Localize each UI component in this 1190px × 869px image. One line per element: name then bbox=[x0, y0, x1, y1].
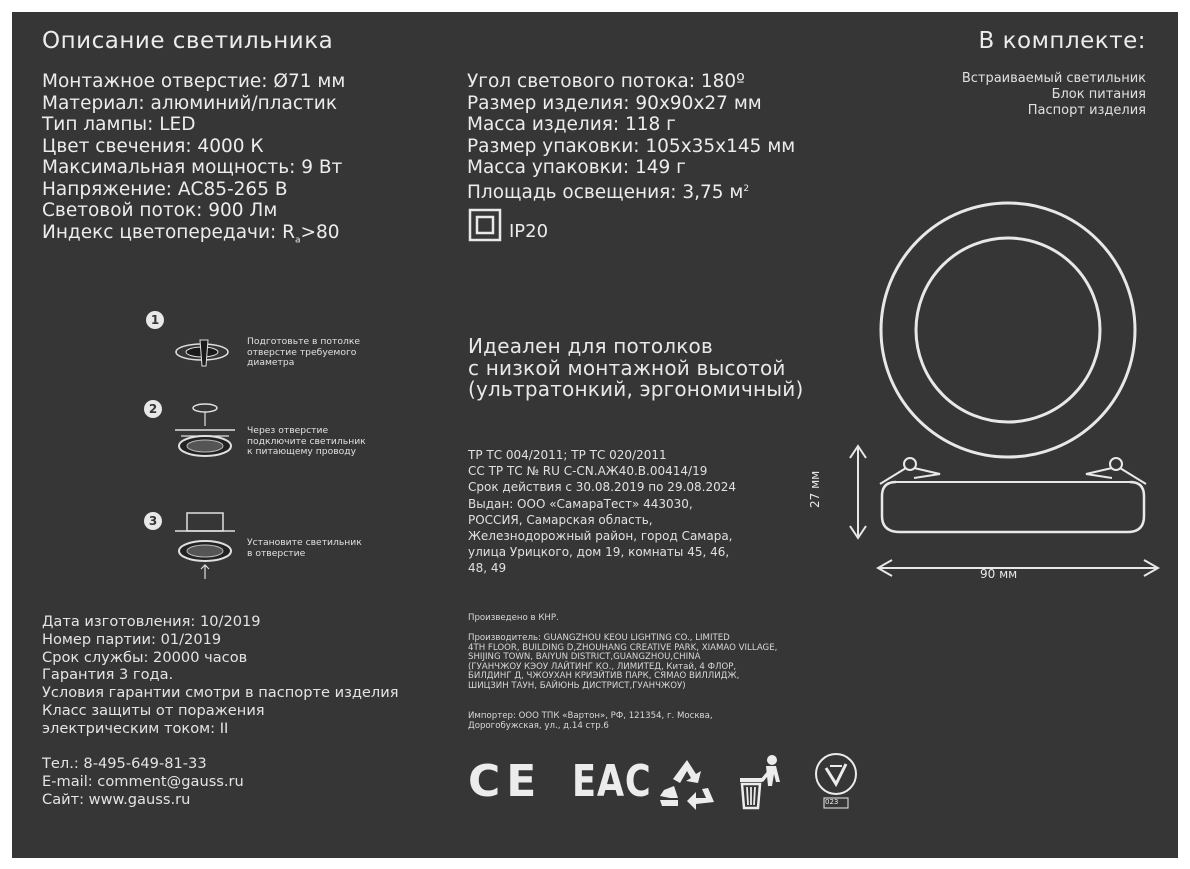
kit-item: Паспорт изделия bbox=[1027, 103, 1146, 118]
spec-line: Напряжение: АС85-265 В bbox=[42, 178, 288, 200]
eac-mark: EAC bbox=[572, 756, 652, 807]
ip-rating: IP20 bbox=[509, 221, 549, 242]
contacts bbox=[42, 755, 244, 808]
product-top-view bbox=[878, 200, 1138, 464]
width-dimension-label: 90 мм bbox=[980, 567, 1018, 581]
step-number: 2 bbox=[144, 400, 162, 418]
cri-line: Индекс цветопередачи: $R_a>80$ bbox=[42, 221, 340, 246]
ideal-for-text: Идеален для потолков с низкой монтажной высотой (ультратонкий, эргономичный) bbox=[468, 334, 804, 401]
recycle-icon bbox=[656, 756, 718, 816]
kit-list bbox=[962, 71, 1146, 119]
kit-title: В комплекте: bbox=[978, 28, 1146, 54]
step2-illustration bbox=[167, 400, 242, 474]
spec-line: Максимальная мощность: 9 Вт bbox=[42, 157, 343, 178]
weee-bin-icon bbox=[736, 752, 788, 816]
ce-mark: CE bbox=[468, 756, 543, 807]
production-info: Дата изготовления: 10/2019 Номер партии: 01/2019 Срок службы: 20000 часов Гарантия 3 года. Условия гарантии смотри в паспорте изделия Класс защиты от поражения электрическим током: II bbox=[42, 613, 399, 737]
package-panel bbox=[12, 12, 1178, 858]
email: E-mail: comment@gauss.ru bbox=[42, 772, 244, 790]
spec-line: Размер изделия: 90х90х27 мм bbox=[467, 92, 762, 114]
step-text: Подготовьте в потолке отверстие требуемого диаметра bbox=[247, 336, 361, 368]
area-line: Площадь освещения: 3,75 $м^2$ bbox=[467, 181, 750, 203]
double-insulation-icon bbox=[468, 208, 502, 246]
height-dimension-label: 27 мм bbox=[808, 470, 822, 508]
product-side-view bbox=[820, 442, 1160, 581]
spec-line: Угол светового потока: 180º bbox=[467, 71, 745, 92]
manufacturer-block: Производитель: GUANGZHOU KEOU LIGHTING CO., LIMITED 4TH FLOOR, BUILDING D,ZHOUHANG CREATIVE PARK, XIAMAO VILLAGE, SHIJING TOWN, BAIYUN DISTRICT,GUANGZHOU,CHINA (ГУАНЧЖОУ КЭОУ ЛАЙТИНГ КО., ЛИМИТЕД, Китай, 4 ФЛОР, БИЛДИНГ Д, ЧЖОУХАН КРИЭЙТИВ ПАРК, СЯМАО ВИЛЛИДЖ, ШИЦЗИН ТАУН, БАЙЮНЬ ДИСТРИСТ,ГУАНЧЖОУ) bbox=[468, 633, 778, 691]
step1-illustration bbox=[172, 332, 232, 376]
website: Сайт: www.gauss.ru bbox=[42, 790, 191, 808]
specs-right bbox=[467, 71, 795, 203]
specs-left bbox=[42, 71, 345, 252]
spec-line: Монтажное отверстие: Ø71 мм bbox=[42, 71, 346, 92]
spec-line: Масса изделия: 118 г bbox=[467, 114, 676, 135]
spec-line: Материал: алюминий/пластик bbox=[42, 92, 337, 114]
spec-line: Тип лампы: LED bbox=[42, 114, 196, 135]
spec-line: Масса упаковки: 149 г bbox=[467, 157, 686, 178]
spec-line: Световой поток: 900 Лм bbox=[42, 200, 278, 221]
step3-illustration bbox=[167, 507, 242, 586]
kit-item: Блок питания bbox=[1051, 87, 1146, 102]
step-text: Через отверстие подключите светильник к питающему проводу bbox=[247, 425, 366, 457]
step-number: 3 bbox=[144, 512, 162, 530]
step-number: 1 bbox=[146, 311, 164, 329]
spec-line: Размер упаковки: 105х35х145 мм bbox=[467, 135, 796, 157]
made-in: Произведено в КНР. bbox=[468, 613, 559, 623]
step-text: Установите светильник в отверстие bbox=[247, 537, 362, 559]
recycle-code: 023 bbox=[825, 798, 839, 806]
importer-block: Импортер: ООО ТПК «Вартон», РФ, 121354, г. Москва, Дорогобужская, ул., д.14 стр.6 bbox=[468, 711, 713, 731]
certification-block: ТР ТС 004/2011; ТР ТС 020/2011 СС ТР ТС № RU C-CN.АЖ40.В.00414/19 Срок действия с 30.08.2019 по 29.08.2024 Выдан: ООО «СамараТест» 443030, РОССИЯ, Самарская область, Железнодорожный район, город Самара, улица Урицкого, дом 19, комнаты 45, 46, 48, 49 bbox=[468, 448, 737, 576]
kit-item: Встраиваемый светильник bbox=[961, 71, 1146, 86]
spec-line: Цвет свечения: 4000 К bbox=[42, 135, 264, 157]
description-title: Описание светильника bbox=[42, 28, 334, 54]
phone: Тел.: 8-495-649-81-33 bbox=[42, 755, 207, 772]
